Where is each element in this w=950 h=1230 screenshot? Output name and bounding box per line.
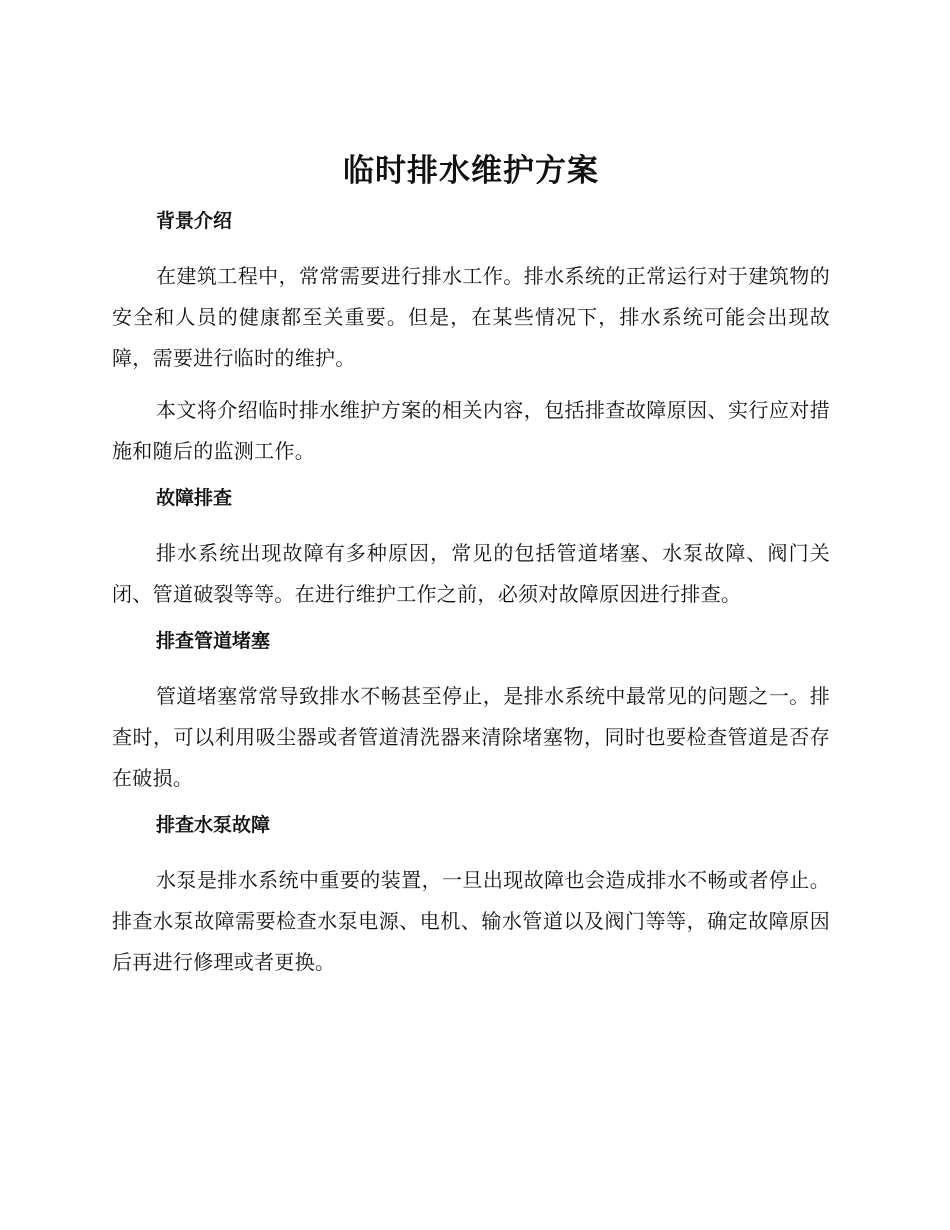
section-background [112, 206, 830, 472]
paragraph: 水泵是排水系统中重要的装置，一旦出现故障也会造成排水不畅或者停止。排查水泵故障需要检查水泵电源、电机、输水管道以及阀门等等，确定故障原因后再进行修理或者更换。 [112, 868, 830, 974]
paragraph: 在建筑工程中，常常需要进行排水工作。排水系统的正常运行对于建筑物的安全和人员的健康都至关重要。但是，在某些情况下，排水系统可能会出现故障，需要进行临时的维护。 [112, 264, 830, 370]
document-page [112, 148, 830, 994]
section-pipe-blockage [112, 626, 830, 799]
section-heading: 背景介绍 [156, 210, 233, 232]
section-heading: 故障排查 [156, 487, 233, 509]
section-pump-fault [112, 810, 830, 983]
document-title: 临时排水维护方案 [343, 153, 599, 189]
paragraph: 管道堵塞常常导致排水不畅甚至停止，是排水系统中最常见的问题之一。排查时，可以利用吸尘器或者管道清洗器来清除堵塞物，同时也要检查管道是否存在破损。 [112, 684, 830, 790]
paragraph: 本文将介绍临时排水维护方案的相关内容，包括排查故障原因、实行应对措施和随后的监测工作。 [112, 398, 830, 463]
paragraph: 排水系统出现故障有多种原因，常见的包括管道堵塞、水泵故障、阀门关闭、管道破裂等等。在进行维护工作之前，必须对故障原因进行排查。 [112, 541, 830, 606]
section-heading: 排查水泵故障 [156, 814, 271, 836]
section-heading: 排查管道堵塞 [156, 630, 271, 652]
section-fault-check [112, 483, 830, 615]
